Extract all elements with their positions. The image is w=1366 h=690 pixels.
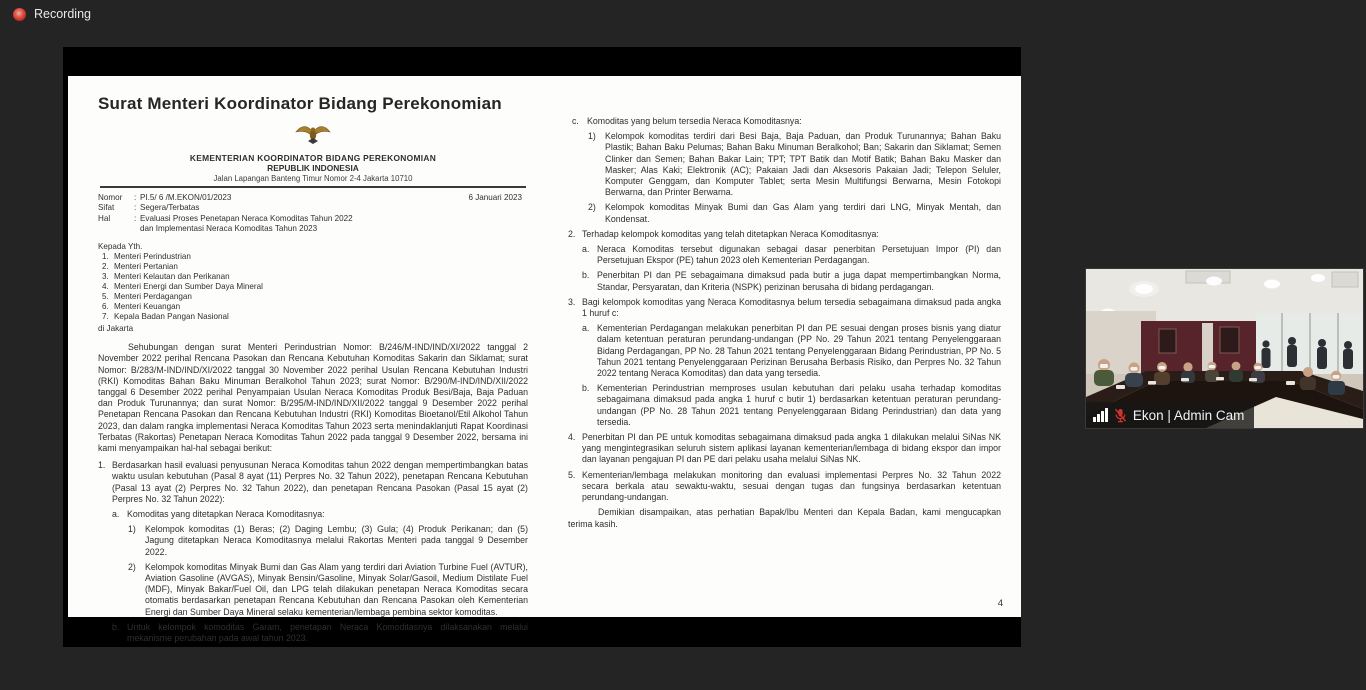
letter-date: 6 Januari 2023 xyxy=(468,192,522,202)
recipient-item: 7. Kepala Badan Pangan Nasional xyxy=(102,312,229,322)
signal-strength-icon xyxy=(1093,408,1108,422)
list-item-3: 3. Bagi kelompok komoditas yang Neraca Komoditasnya belum tersedia sebagaimana dimaksud pada angka 1 huruf c: xyxy=(568,296,1001,319)
letterhead-line1: KEMENTERIAN KOORDINATOR BIDANG PEREKONOMIAN xyxy=(189,152,437,163)
list-item-3a: a. Kementerian Perdagangan melakukan penerbitan PI dan PE sesuai dengan proses bisnis yang diatur dalam ketentuan peraturan perundang-undangan (PP No. 29 Tahun 2021 tentang Penyelenggaraan Bidang Perdagangan, PP No. 28 Tahun 2021 tentang Penyelenggaraan Bidang Perindustrian, PP No. 5 Tahun 2021 tentang Penyelenggaraan Perizinan Berusaha Berbasis Risiko, dan Perpres No. 32 Tahun 2022 tentang Neraca Komoditas) dan data yang tersedia. xyxy=(582,323,1001,379)
list-item-1c2: 2) Kelompok komoditas Minyak Bumi dan Gas Alam yang terdiri dari LNG, Minyak Mentah, dan Kondensat. xyxy=(588,202,1001,224)
list-item-1b: b. Untuk kelompok komoditas Garam, penetapan Neraca Komoditasnya dilaksanakan melalui mekanisme perubahan pada awal tahun 2023. xyxy=(112,621,528,644)
list-item-1a: a. Komoditas yang ditetapkan Neraca Komoditasnya: xyxy=(112,509,325,520)
document-right-column xyxy=(542,76,1021,617)
sifat-label: Sifat xyxy=(98,203,115,213)
letterhead-line3: Jalan Lapangan Banteng Timur Nomor 2-4 Jakarta 10710 xyxy=(213,173,413,183)
recipient-city: di Jakarta xyxy=(98,324,134,334)
hal-value-line1: Evaluasi Proses Penetapan Neraca Komoditas Tahun 2022 xyxy=(140,213,353,223)
list-item-1: 1. Berdasarkan hasil evaluasi penyusunan Neraca Komoditas tahun 2022 dengan mempertimbangkan batas waktu usulan kebutuhan (Pasal 8 ayat (11) Perpres No. 32 Tahun 2022), penetapan Rencana Kebutuhan (Pasal 13 ayat (2) Perpres No. 32 Tahun 2022), dan penetapan Rencana Pasokan (Pasal 15 ayat (2) Perpres No. 32 Tahun 2022): xyxy=(98,460,528,504)
recipients-heading: Kepada Yth. xyxy=(98,241,143,251)
recipient-item: 5. Menteri Perdagangan xyxy=(102,292,192,302)
participant-name-bar xyxy=(1086,402,1254,428)
recipient-item: 3. Menteri Kelautan dan Perikanan xyxy=(102,272,230,282)
closing-paragraph: Demikian disampaikan, atas perhatian Bapak/Ibu Menteri dan Kepala Badan, kami mengucapkan terima kasih. xyxy=(568,507,1001,529)
list-item-1c: c. Komoditas yang belum tersedia Neraca Komoditasnya: xyxy=(572,116,802,126)
nomor-value: PI.5/ 6 /M.EKON/01/2023 xyxy=(140,192,232,202)
letterhead-divider xyxy=(100,186,526,188)
document-title: Surat Menteri Koordinator Bidang Perekonomian xyxy=(98,94,502,113)
recipient-item: 2. Menteri Pertanian xyxy=(102,262,178,271)
list-item-3b: b. Kementerian Perindustrian memproses usulan kebutuhan dari pelaku usaha terhadap komoditas sebagaimana dimaksud pada angka 1 huruf c butir 1) berdasarkan ketentuan peraturan perundang-undangan (PP No. 28 Tahun 2021 tentang Penyelenggaraan Bidang Perindustrian) dan data yang tersedia. xyxy=(582,383,1001,427)
hal-label: Hal xyxy=(98,213,111,223)
letterhead-line2: REPUBLIK INDONESIA xyxy=(267,162,359,173)
microphone-muted-icon xyxy=(1114,408,1127,423)
list-item-1a2: 2) Kelompok komoditas Minyak Bumi dan Gas Alam yang terdiri dari Aviation Turbine Fuel (AVTUR), Aviation Gasoline (AVGAS), Minyak Bensin/Gasoline, Minyak Solar/Gasoil, Medium Distilate Fuel (MDF), Minyak Bakar/Fuel Oil, dan LPG telah dilakukan penetapan Neraca Komoditas secara otomatis berdasarkan penetapan Rencana Kebutuhan dan Rencana Pasokan oleh Kementerian Energi dan Sumber Daya Mineral selaku kementerian/lembaga pembina sektor komoditas. xyxy=(128,561,528,617)
recording-indicator xyxy=(13,7,91,21)
letter-meta: Nomor : PI.5/ 6 /M.EKON/01/2023 Sifat : Segera/Terbatas Hal : Evaluasi Proses Penetapan Neraca Komoditas Tahun 2022 dan Implementasi Neraca Komoditas Tahun 2023 6 Januari 2023 xyxy=(98,193,528,235)
list-item-2: 2. Terhadap kelompok komoditas yang telah ditetapkan Neraca Komoditasnya: xyxy=(568,228,879,239)
document-left-column xyxy=(68,76,542,644)
sifat-value: Segera/Terbatas xyxy=(140,203,200,213)
list-item-5: 5. Kementerian/lembaga melakukan monitoring dan evaluasi implementasi Perpres No. 32 Tahun 2022 secara berkala atau sewaktu-waktu, sesuai dengan tugas dan fungsinya berdasarkan ketentuan perundang-undangan. xyxy=(568,469,1001,503)
participant-name: Ekon | Admin Cam xyxy=(1132,407,1245,423)
recipient-item: 6. Menteri Keuangan xyxy=(102,302,181,312)
screen-share-view xyxy=(63,47,1021,647)
recording-label: Recording xyxy=(34,7,91,21)
garuda-emblem-icon xyxy=(294,122,332,148)
list-item-1c1: 1) Kelompok komoditas terdiri dari Besi Baja, Baja Paduan, dan Produk Turunannya; Bahan Baku Plastik; Bahan Baku Pelumas; Bahan Baku Minuman Beralkohol; Ban; Sakarin dan Siklamat; Semen Clinker dan Semen; Bahan Bakar Lain; TPT; TPT Batik dan Motif Batik; Bahan Baku Masker dan Masker; Alas Kaki; Elektronik (AC); Pakaian Jadi dan Aksesoris Pakaian Jadi; Telepon Seluler, Komputer Genggam, dan Komputer Tablet; serta Mesin Multifungsi Berwarna, Mesin Fotokopi Berwarna, dan Printer Berwarna. xyxy=(588,131,1001,198)
participant-video-thumbnail[interactable] xyxy=(1085,268,1364,429)
recipient-item: 1. Menteri Perindustrian xyxy=(102,251,191,261)
list-item-4: 4. Penerbitan PI dan PE untuk komoditas sebagaimana dimaksud pada angka 1 dilakukan melalui SiNas NK yang mengintegrasikan seluruh sistem aplikasi layanan kementerian/lembaga di bidang ekspor dan impor dan layanan pengajuan PI dan PE dari pelaku usaha melalui SiNas NK. xyxy=(568,432,1001,465)
page-number: 4 xyxy=(997,598,1003,609)
list-item-2a: a. Neraca Komoditas tersebut digunakan sebagai dasar penerbitan Persetujuan Impor (PI) dan Persetujuan Ekspor (PE) tahun 2023 oleh Kementerian Perdagangan. xyxy=(582,244,1001,266)
recipient-item: 4. Menteri Energi dan Sumber Daya Mineral xyxy=(102,282,263,292)
opening-paragraph: Sehubungan dengan surat Menteri Perindustrian Nomor: B/246/M-IND/IND/XI/2022 tanggal 2 November 2022 perihal Rencana Pasokan dan Rencana Kebutuhan Komoditas Sakarin dan Siklamat; surat Nomor: B/283/M-IND/IND/XI/2022 tanggal 30 November 2022 perihal Usulan Rencana Kebutuhan Industri (RKI) Komoditas Bahan Baku Minuman Beralkohol Tahun 2023; surat Nomor: B/290/M-IND/IND/XII/2022 tanggal 6 Desember 2022 perihal Penyampaian Usulan Neraca Komoditas Produk Besi/Baja, Baja Paduan dan Produk Turunannya; dan surat Nomor: B/295/M-IND/IND/XII/2022 tanggal 9 Desember 2022 perihal Penetapan Rencana Pasokan dan Rencana Kebutuhan Industri (RKI) Komoditas Bioetanol/Etil Alkohol Tahun 2023, dan dalam rangka implementasi Neraca Komoditas Tahun 2023 serta menindaklanjuti Rapat Koordinasi Terbatas (Rakortas) Penetapan Neraca Komoditas Tahun 2022 pada tanggal 9 Desember 2022, bersama ini kami menyampaikan hal-hal sebagai berikut: xyxy=(98,342,528,454)
recording-dot-icon xyxy=(13,8,26,21)
hal-value-line2: dan Implementasi Neraca Komoditas Tahun 2023 xyxy=(140,224,318,234)
list-item-1a1: 1) Kelompok komoditas (1) Beras; (2) Daging Lembu; (3) Gula; (4) Produk Perikanan; dan (5) Jagung ditetapkan Neraca Komoditasnya melalui Rakortas Menteri pada tanggal 9 Desember 2022. xyxy=(128,524,528,557)
shared-document-page xyxy=(68,76,1021,644)
letterhead xyxy=(98,122,528,183)
nomor-label: Nomor xyxy=(98,192,123,202)
recipients-block xyxy=(98,242,528,334)
list-item-2b: b. Penerbitan PI dan PE sebagaimana dimaksud pada butir a juga dapat mempertimbangkan Norma, Standar, Persyaratan, dan Kriteria (NSPK) perizinan berusaha di bidang perdagangan. xyxy=(582,270,1001,292)
